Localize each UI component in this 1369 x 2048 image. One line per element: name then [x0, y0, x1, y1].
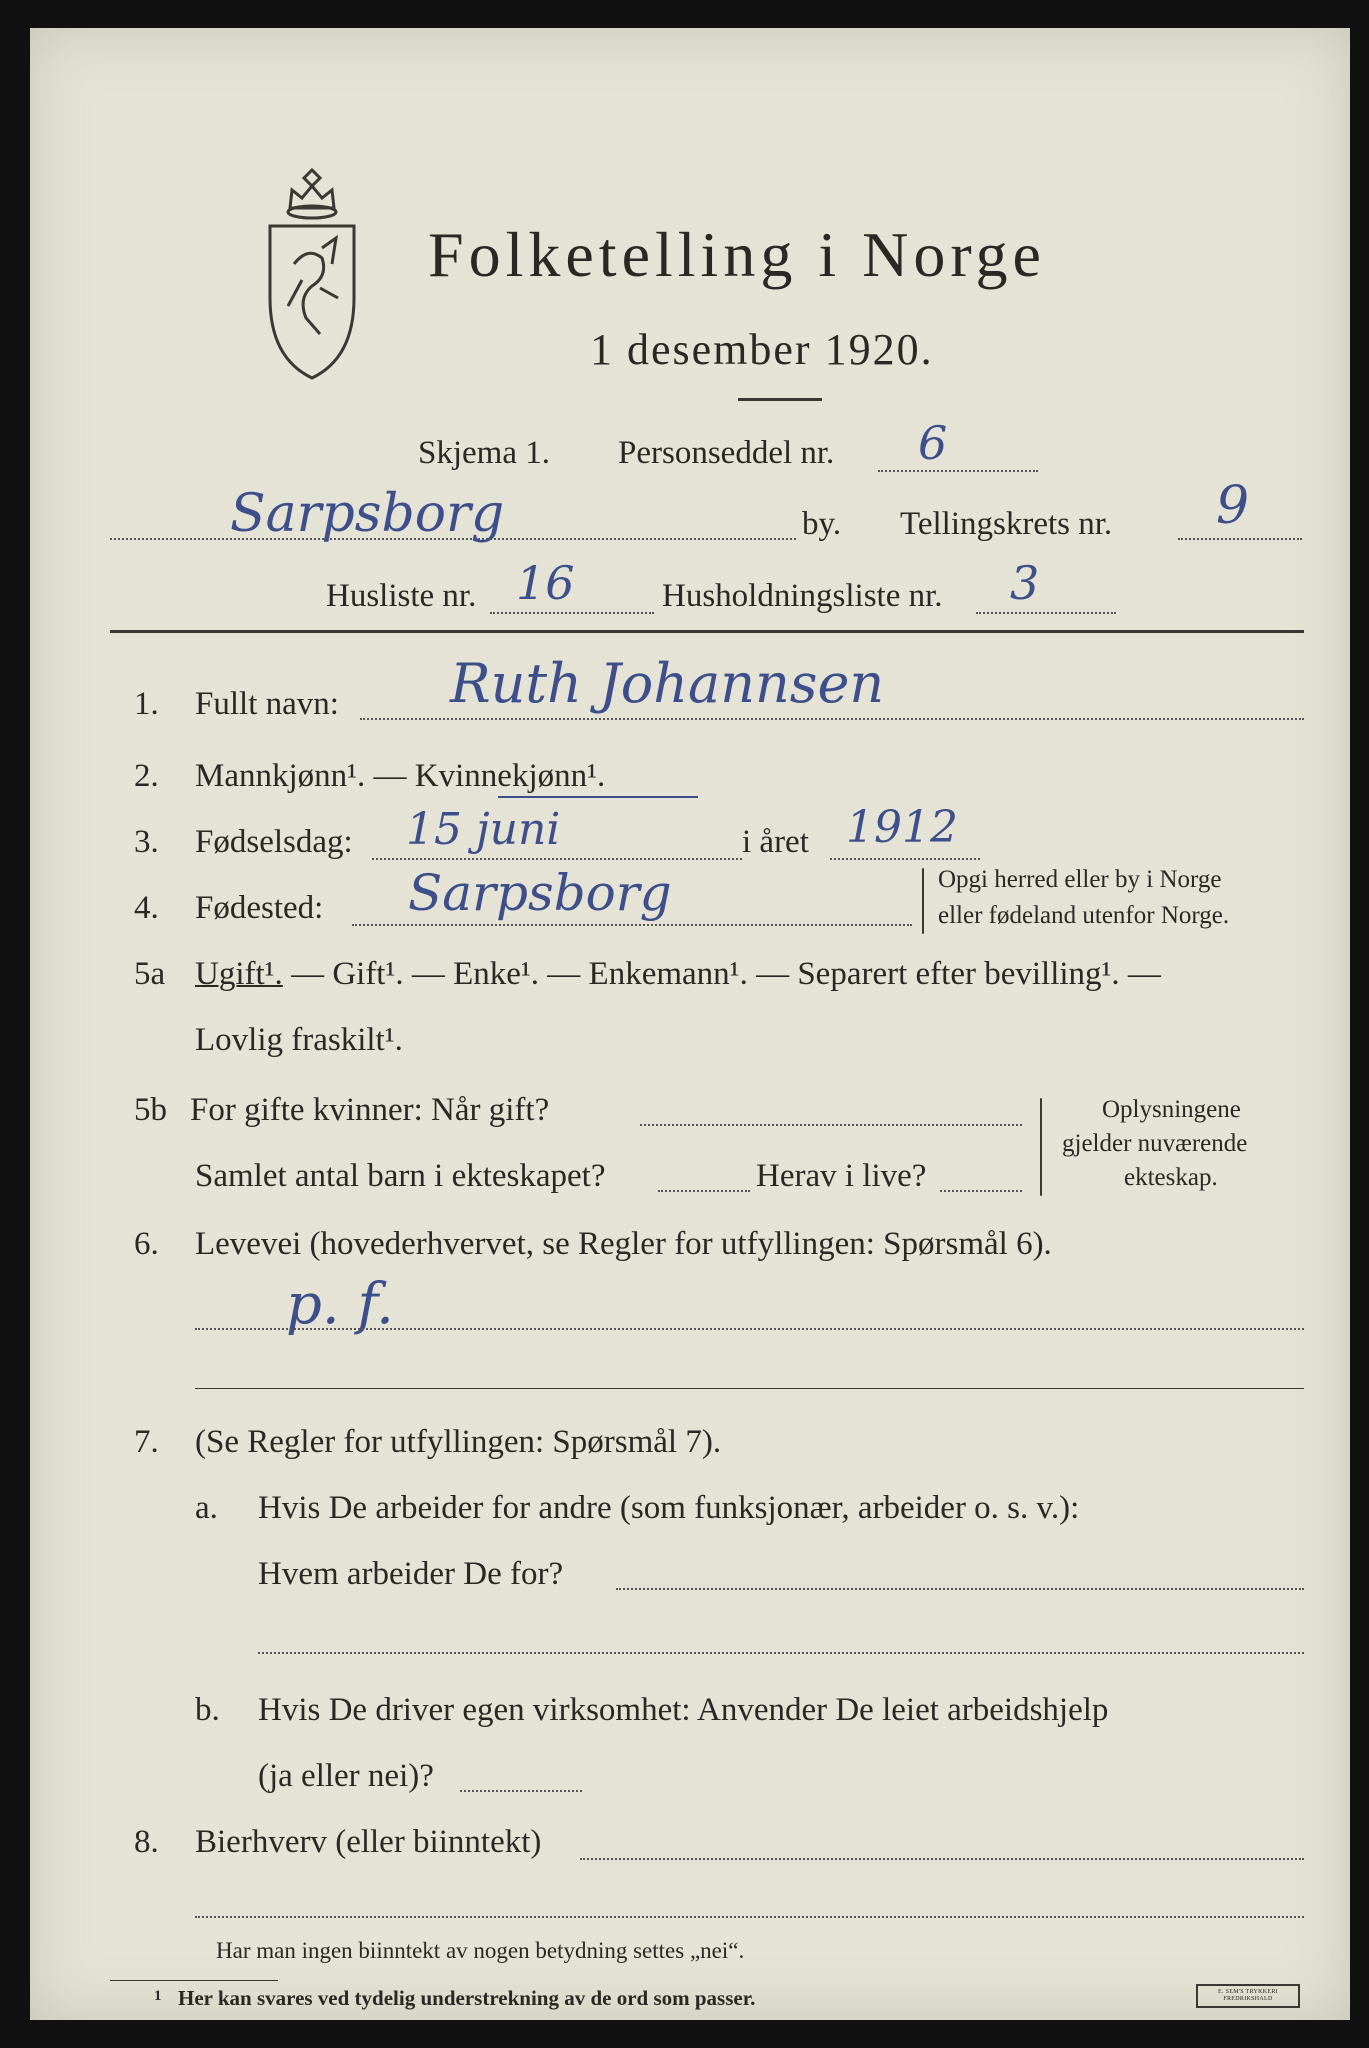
q2-label: Mannkjønn¹. — Kvinnekjønn¹. — [195, 758, 606, 794]
footnote-text: Her kan svares ved tydelig understrekning av de ord som passer. — [178, 1986, 756, 2010]
birthday-value: 15 juni — [406, 804, 561, 855]
husholdningsliste-field[interactable] — [976, 612, 1116, 614]
hired-help-field[interactable] — [460, 1790, 582, 1792]
footnote-mark: 1 — [154, 1988, 162, 2004]
occupation-value: p. f. — [286, 1272, 394, 1337]
kvinnekjonn-underline — [498, 796, 698, 798]
q5b-note-line3: ekteskap. — [1124, 1164, 1218, 1191]
by-value: Sarpsborg — [230, 484, 505, 544]
tellingskrets-value: 9 — [1216, 476, 1250, 536]
q5b-number: 5b — [134, 1092, 167, 1128]
printer-stamp — [1196, 1984, 1300, 2008]
birthplace-note-brace — [922, 868, 924, 934]
birth-year-value: 1912 — [846, 802, 958, 853]
by-label: by. — [802, 506, 842, 542]
birthplace-note-line1: Opgi herred eller by i Norge — [938, 866, 1222, 893]
personseddel-label: Personseddel nr. — [618, 435, 835, 471]
q7a-letter: a. — [195, 1490, 218, 1526]
full-name-field[interactable] — [360, 718, 1304, 720]
q5b-note-line2: gjelder nuværende — [1062, 1130, 1248, 1157]
birthday-field[interactable] — [372, 858, 742, 860]
married-when-field[interactable] — [640, 1124, 1022, 1126]
occupation-field-line2 — [195, 1388, 1304, 1389]
skjema-label: Skjema 1. — [418, 435, 550, 471]
q8-number: 8. — [134, 1824, 159, 1860]
q7b-text: Hvis De driver egen virksomhet: Anvender De leiet arbeidshjelp — [258, 1692, 1109, 1728]
q5b-label: For gifte kvinner: Når gift? — [190, 1092, 550, 1128]
q6-label: Levevei (hovederhvervet, se Regler for utfyllingen: Spørsmål 6). — [195, 1226, 1052, 1262]
form-title: Folketelling i Norge — [428, 219, 1046, 290]
header-rule — [110, 630, 1304, 633]
footnote-rule — [110, 1980, 278, 1981]
husholdningsliste-label: Husholdningsliste nr. — [662, 578, 943, 614]
q5a-number: 5a — [134, 956, 166, 992]
husliste-label: Husliste nr. — [326, 578, 477, 614]
q7b-letter: b. — [195, 1692, 220, 1728]
secondary-income-field[interactable] — [580, 1858, 1304, 1860]
q5b-note-brace — [1040, 1098, 1042, 1196]
q3-label: Fødselsdag: — [195, 824, 353, 860]
q5a-options: — Gift¹. — Enke¹. — Enkemann¹. — Separert efter bevilling¹. — — [291, 956, 1161, 992]
q7-number: 7. — [134, 1424, 159, 1460]
secondary-income-field-line2[interactable] — [195, 1916, 1304, 1918]
q5a-ugift — [195, 956, 1161, 993]
printer-stamp-text: E. SEM'S TRYKKERI FREDRIKSHALD — [1218, 1989, 1278, 2002]
q4-label: Fødested: — [195, 890, 324, 926]
census-form — [30, 28, 1350, 2020]
employer-field[interactable] — [616, 1588, 1304, 1590]
full-name-value: Ruth Johannsen — [450, 652, 885, 715]
birthplace-note-line2: eller fødeland utenfor Norge. — [938, 902, 1230, 929]
children-total-label: Samlet antal barn i ekteskapet? — [195, 1158, 606, 1194]
employer-field-line2[interactable] — [258, 1652, 1304, 1654]
coat-of-arms-emblem — [262, 168, 362, 396]
q8-label: Bierhverv (eller biinntekt) — [195, 1824, 542, 1860]
children-alive-label: Herav i live? — [756, 1158, 927, 1194]
q5a-line2: Lovlig fraskilt¹. — [195, 1022, 403, 1058]
husliste-value: 16 — [516, 556, 575, 610]
birthplace-value: Sarpsborg — [408, 864, 672, 922]
children-total-field[interactable] — [658, 1190, 750, 1192]
census-date: 1 desember 1920. — [590, 325, 934, 374]
secondary-income-note: Har man ingen biinntekt av nogen betydning settes „nei“. — [216, 1938, 745, 1963]
birth-year-field[interactable] — [830, 858, 980, 860]
q7b-line2: (ja eller nei)? — [258, 1758, 434, 1794]
q3-number: 3. — [134, 824, 159, 860]
q5b-note-line1: Oplysningene — [1102, 1096, 1241, 1123]
q4-number: 4. — [134, 890, 159, 926]
q1-number: 1. — [134, 686, 159, 722]
personseddel-field[interactable] — [878, 470, 1038, 472]
title-divider — [738, 398, 822, 401]
q2-number: 2. — [134, 758, 159, 794]
q7a-line2: Hvem arbeider De for? — [258, 1556, 564, 1592]
personseddel-value: 6 — [918, 416, 948, 470]
q7a-text: Hvis De arbeider for andre (som funksjonær, arbeider o. s. v.): — [258, 1490, 1080, 1526]
ugift-option-underlined: Ugift¹. — [195, 956, 283, 992]
tellingskrets-field[interactable] — [1178, 538, 1302, 540]
q7-label: (Se Regler for utfyllingen: Spørsmål 7). — [195, 1424, 722, 1460]
husholdningsliste-value: 3 — [1010, 556, 1040, 610]
birthplace-field[interactable] — [352, 924, 912, 926]
q1-label: Fullt navn: — [195, 686, 339, 722]
tellingskrets-label: Tellingskrets nr. — [900, 506, 1113, 542]
q6-number: 6. — [134, 1226, 159, 1262]
birth-year-label: i året — [742, 824, 809, 860]
children-alive-field[interactable] — [940, 1190, 1022, 1192]
husliste-field[interactable] — [490, 612, 654, 614]
occupation-field-line1[interactable] — [195, 1328, 1304, 1330]
